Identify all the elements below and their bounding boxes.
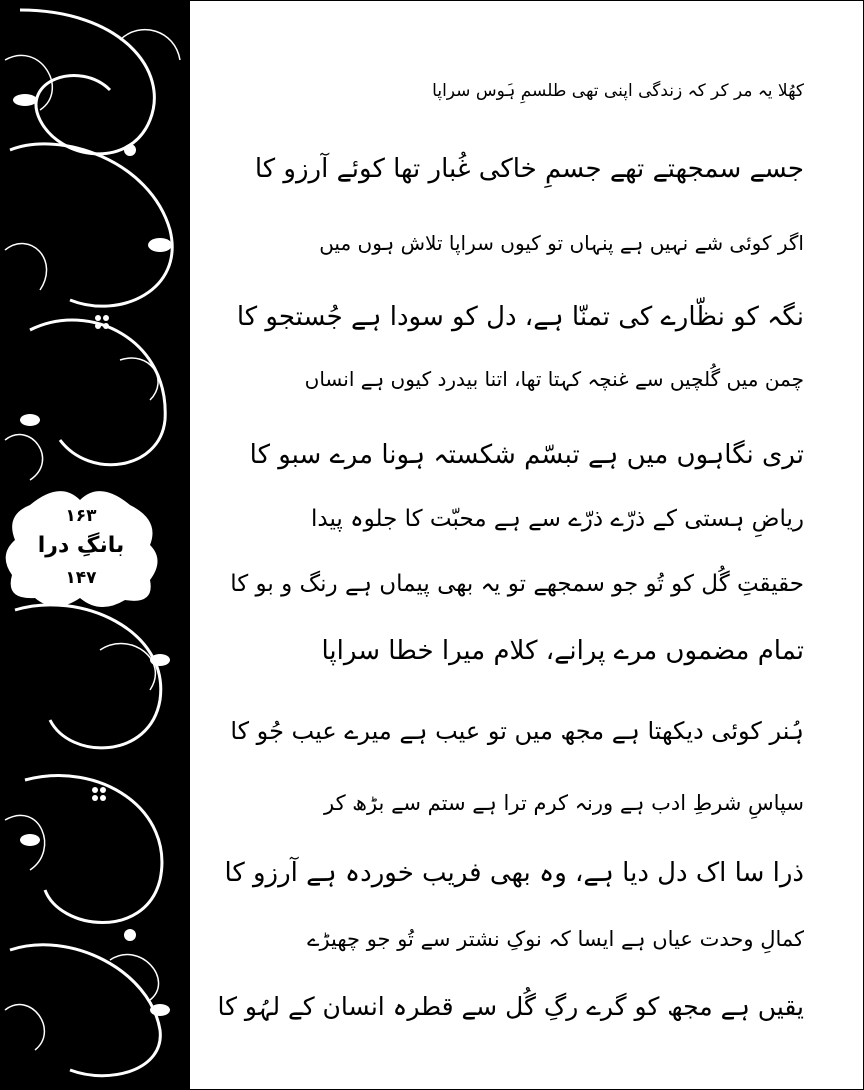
verse-line: نگہ کو نظّارے کی تمنّا ہے، دل کو سودا ہے جُستجو کا — [236, 302, 804, 332]
verse-line: تری نگاہوں میں ہے تبسّم شکستہ ہونا مرے سبو کا — [249, 440, 804, 470]
page-number-bottom: ۱۴۷ — [65, 568, 97, 588]
verse-line: جسے سمجھتے تھے جسمِ خاکی غُبار تھا کوئے آرزو کا — [254, 154, 804, 184]
verse-line: ہُنر کوئی دیکھتا ہے مجھ میں تو عیب ہے میرے عیب جُو کا — [230, 717, 804, 745]
poem-body — [200, 0, 864, 1090]
page-number-top: ۱۶۳ — [65, 506, 97, 526]
verse-line: تمام مضموں مرے پرانے، کلام میرا خطا سراپا — [321, 636, 804, 666]
verse-line: حقیقتِ گُل کو تُو جو سمجھے تو یہ بھی پیماں ہے رنگ و بو کا — [230, 571, 804, 597]
verse-line: ذرا سا اک دل دیا ہے، وہ بھی فریب خوردہ ہے آرزو کا — [224, 858, 804, 888]
page-number-badge — [6, 490, 156, 600]
book-title: بانگِ درا — [37, 533, 125, 558]
ornamental-border — [0, 0, 190, 1090]
verse-line: کھُلا یہ مر کر کہ زندگی اپنی تھی طلسمِ ہَوس سراپا — [432, 81, 804, 101]
verse-line: چمن میں گُلچیں سے غنچہ کہتا تھا، اتنا بیدرد کیوں ہے انساں — [304, 367, 804, 391]
verse-line: کمالِ وحدت عیاں ہے ایسا کہ نوکِ نشتر سے تُو جو چھیڑے — [307, 927, 804, 951]
verse-line: ریاضِ ہستی کے ذرّے ذرّے سے ہے محبّت کا جلوہ پیدا — [311, 506, 804, 532]
verse-line: یقیں ہے مجھ کو گرے رگِ گُل سے قطرہ انسان کے لہُو کا — [217, 992, 804, 1021]
verse-line: اگر کوئی شے نہیں ہے پنہاں تو کیوں سراپا تلاش ہوں میں — [319, 231, 804, 255]
verse-line: سپاسِ شرطِ ادب ہے ورنہ کرم ترا ہے ستم سے بڑھ کر — [324, 791, 804, 815]
